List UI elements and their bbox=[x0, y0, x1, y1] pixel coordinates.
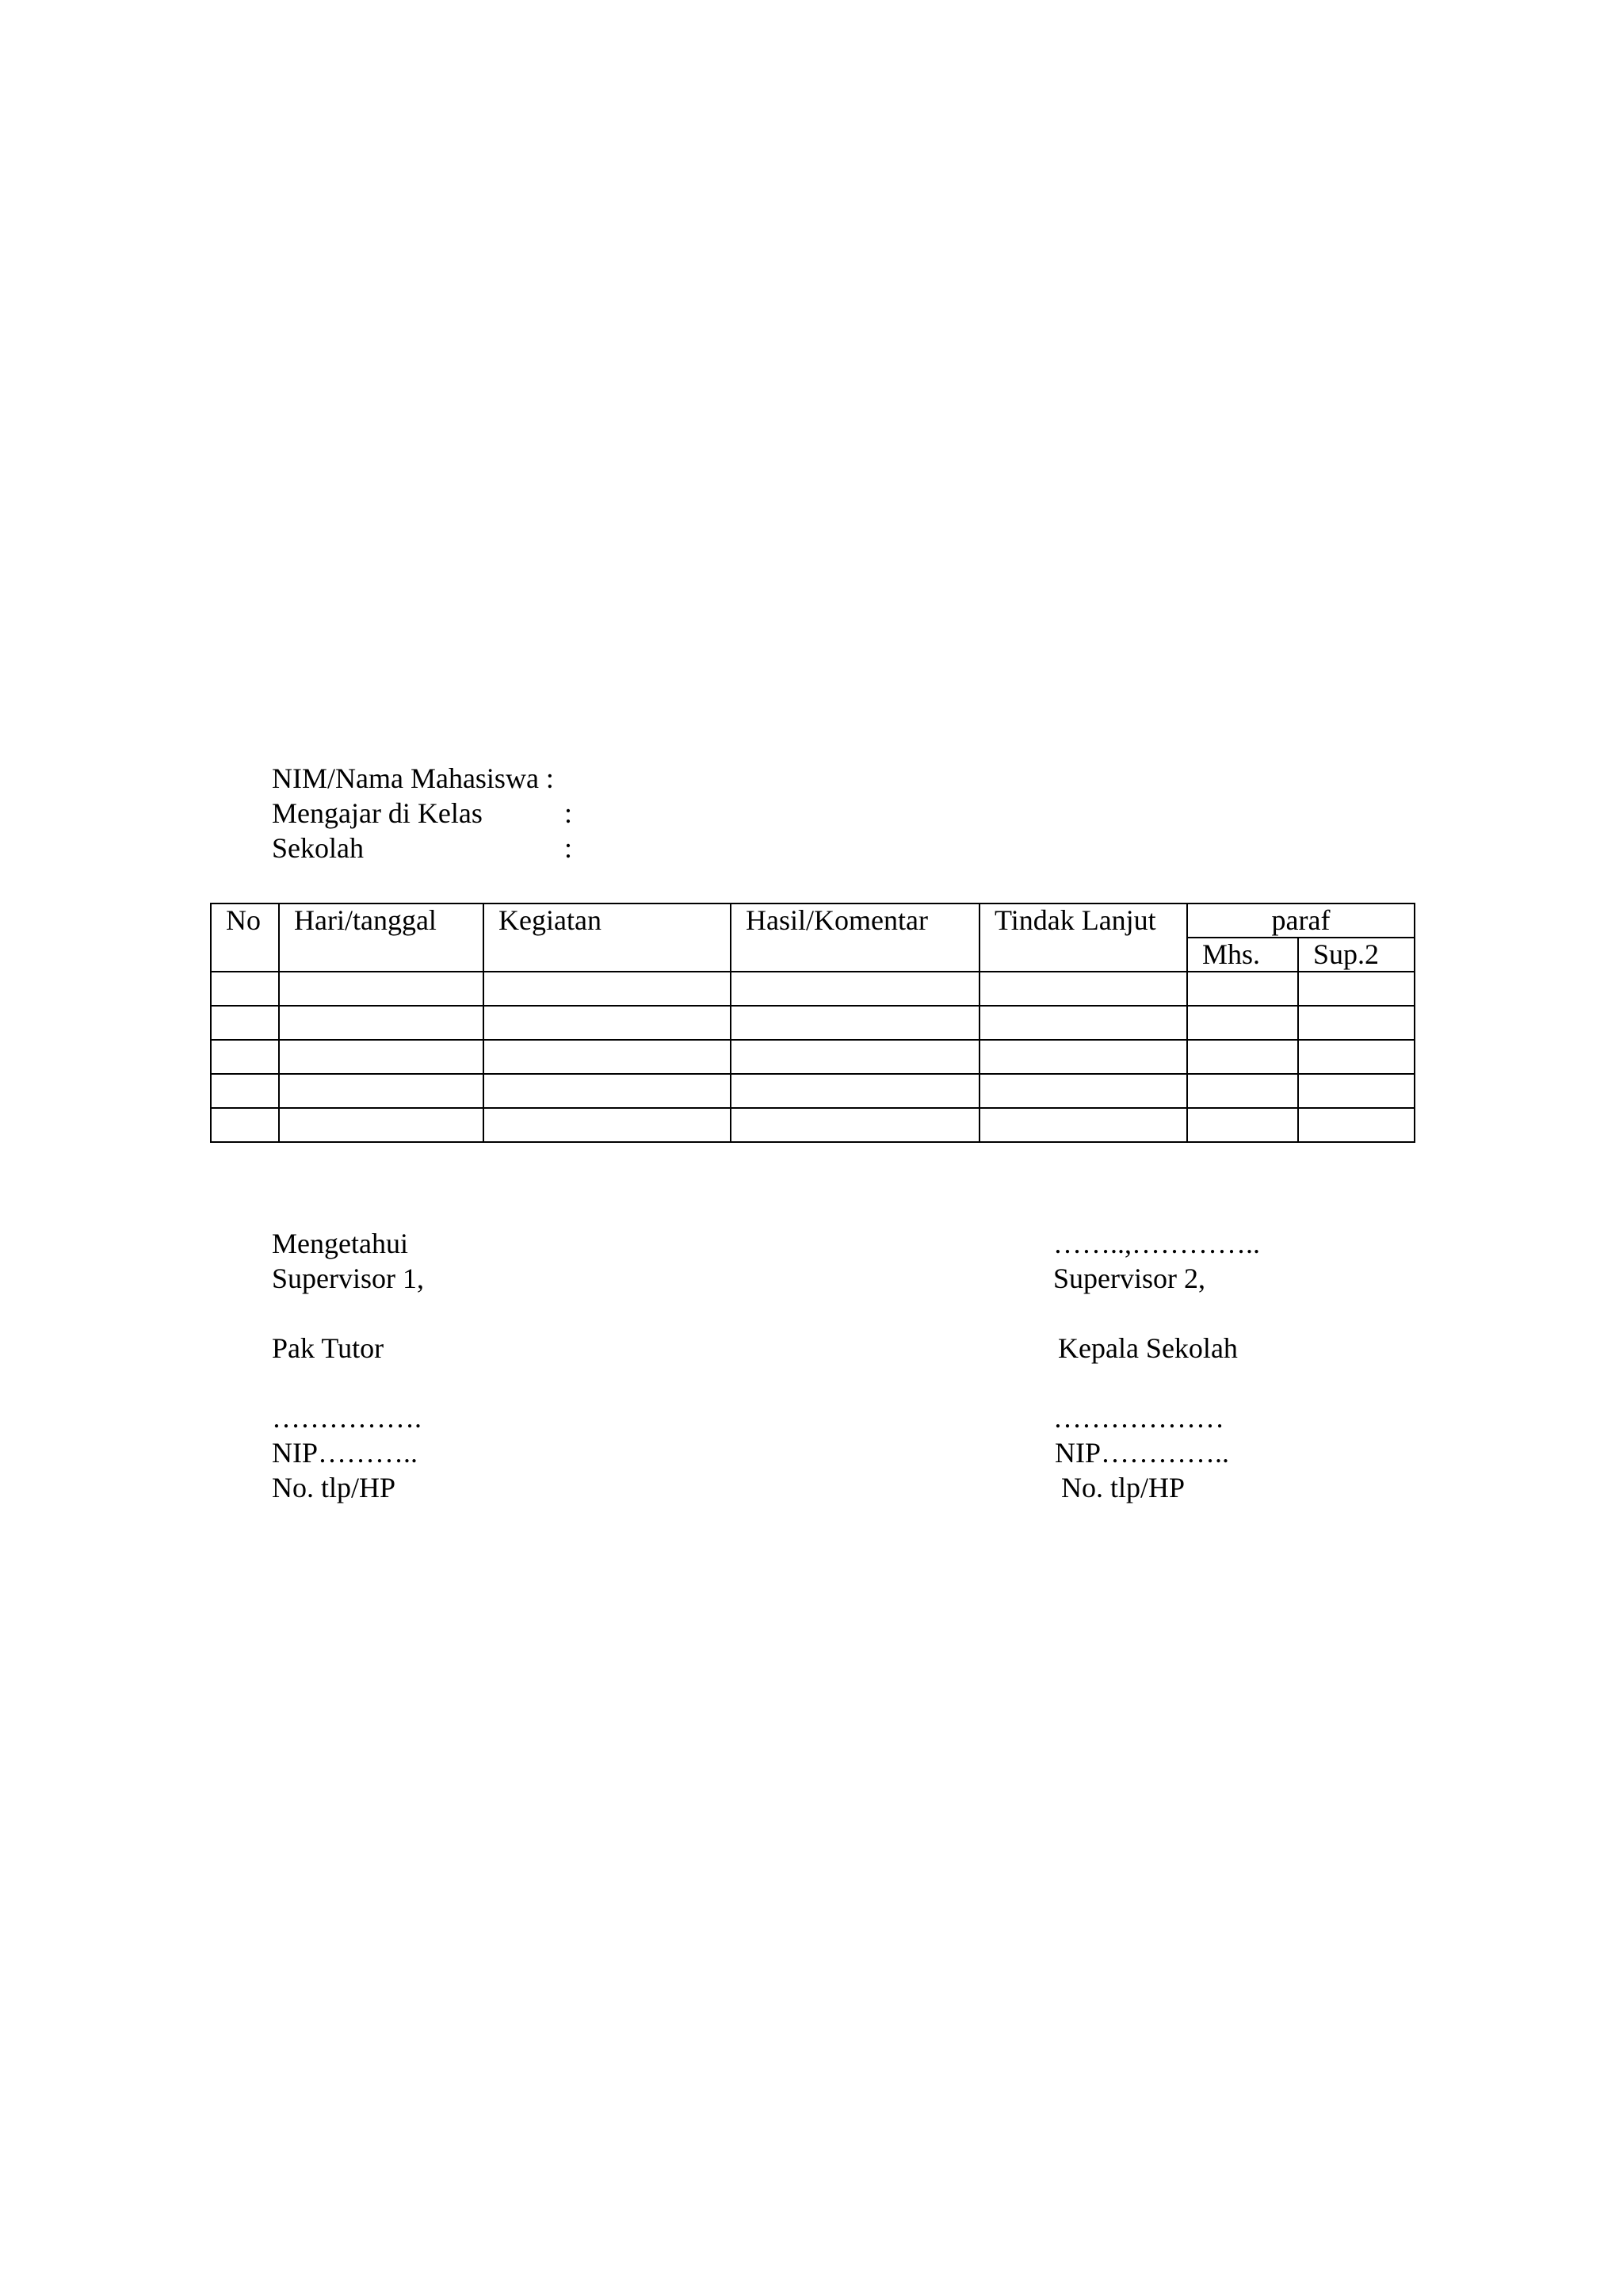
table-cell bbox=[1187, 972, 1298, 1006]
table-cell bbox=[211, 972, 279, 1006]
table-cell bbox=[279, 1108, 483, 1142]
supervisor1-label: Supervisor 1, bbox=[272, 1263, 424, 1294]
table-cell bbox=[279, 1006, 483, 1040]
table-cell bbox=[483, 1074, 731, 1108]
header-follow-up: Tindak Lanjut bbox=[980, 904, 1187, 972]
table-row bbox=[211, 1074, 1415, 1108]
table-cell bbox=[1187, 1006, 1298, 1040]
header-student-initials: Mhs. bbox=[1187, 938, 1298, 972]
header-result-comment: Hasil/Komentar bbox=[731, 904, 980, 972]
header-activity: Kegiatan bbox=[483, 904, 731, 972]
table-row bbox=[211, 1040, 1415, 1074]
table-cell bbox=[1298, 972, 1415, 1006]
table-cell bbox=[211, 1040, 279, 1074]
supervisor2-role: Kepala Sekolah bbox=[1058, 1332, 1238, 1364]
place-date-blank: ……..,………….. bbox=[1053, 1228, 1260, 1259]
supervisor2-nip: NIP………….. bbox=[1055, 1437, 1230, 1469]
table-cell bbox=[1187, 1074, 1298, 1108]
table-cell bbox=[980, 1006, 1187, 1040]
school-colon: : bbox=[564, 832, 573, 864]
table-cell bbox=[980, 1108, 1187, 1142]
supervisor1-name-blank: ……………. bbox=[272, 1402, 422, 1434]
table-cell bbox=[211, 1074, 279, 1108]
nim-name-label: NIM/Nama Mahasiswa : bbox=[272, 762, 554, 794]
table-cell bbox=[731, 1074, 980, 1108]
header-no: No bbox=[211, 904, 279, 972]
supervisor1-role: Pak Tutor bbox=[272, 1332, 384, 1364]
table-cell bbox=[483, 1040, 731, 1074]
teaching-class-colon: : bbox=[564, 797, 573, 829]
table-cell bbox=[483, 1108, 731, 1142]
table-cell bbox=[279, 1074, 483, 1108]
supervisor1-phone: No. tlp/HP bbox=[272, 1472, 396, 1503]
table-cell bbox=[980, 972, 1187, 1006]
table-cell bbox=[731, 1108, 980, 1142]
header-day-date: Hari/tanggal bbox=[279, 904, 483, 972]
table-cell bbox=[1298, 1074, 1415, 1108]
table-cell bbox=[980, 1040, 1187, 1074]
table-row bbox=[211, 1108, 1415, 1142]
supervisor2-label: Supervisor 2, bbox=[1053, 1263, 1205, 1294]
school-label: Sekolah bbox=[272, 832, 364, 864]
table-cell bbox=[731, 972, 980, 1006]
table-cell bbox=[731, 1006, 980, 1040]
table-cell bbox=[980, 1074, 1187, 1108]
table-row bbox=[211, 972, 1415, 1006]
header-initials: paraf bbox=[1187, 904, 1415, 938]
table-cell bbox=[211, 1006, 279, 1040]
table-cell bbox=[1298, 1108, 1415, 1142]
table-cell bbox=[483, 972, 731, 1006]
supervisor2-phone: No. tlp/HP bbox=[1061, 1472, 1186, 1503]
table-cell bbox=[1187, 1040, 1298, 1074]
header-supervisor2-initials: Sup.2 bbox=[1298, 938, 1415, 972]
supervisor2-name-blank: ……………… bbox=[1053, 1402, 1224, 1434]
table-cell bbox=[483, 1006, 731, 1040]
supervisor1-nip: NIP……….. bbox=[272, 1437, 418, 1469]
table-cell bbox=[1298, 1006, 1415, 1040]
table-cell bbox=[211, 1108, 279, 1142]
activity-log-table bbox=[210, 903, 1415, 1143]
teaching-class-label: Mengajar di Kelas bbox=[272, 797, 483, 829]
table-cell bbox=[279, 1040, 483, 1074]
table-row bbox=[211, 1006, 1415, 1040]
table-cell bbox=[1187, 1108, 1298, 1142]
table-cell bbox=[279, 972, 483, 1006]
table-cell bbox=[1298, 1040, 1415, 1074]
acknowledged-label: Mengetahui bbox=[272, 1228, 408, 1259]
table-cell bbox=[731, 1040, 980, 1074]
table-header-row bbox=[211, 904, 1415, 938]
